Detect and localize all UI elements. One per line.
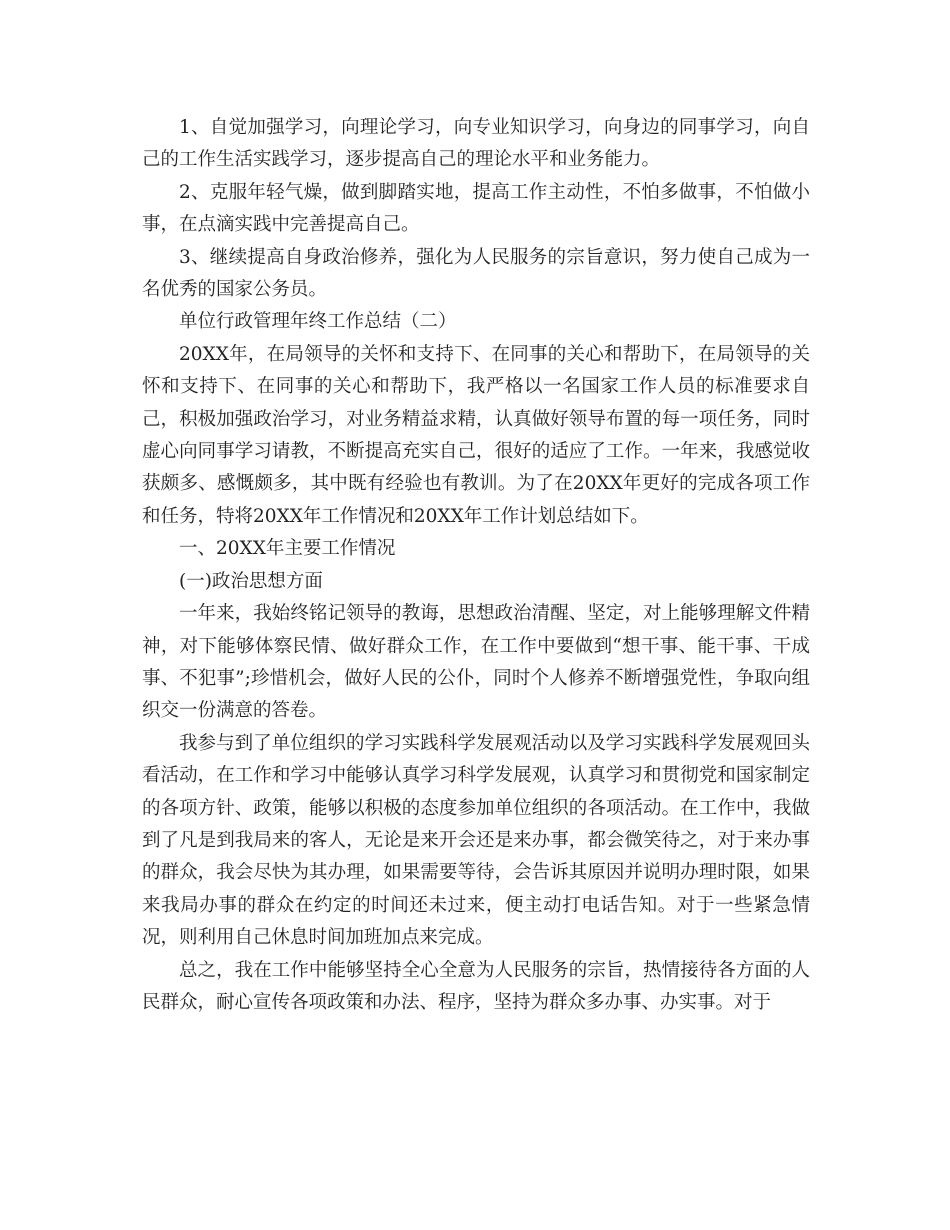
paragraph-summary: 总之，我在工作中能够坚持全心全意为人民服务的宗旨，热情接待各方面的人民群众，耐心宣传各项政策和办法、程序，坚持为群众多办事、办实事。对于 bbox=[142, 959, 810, 1013]
section-title: 单位行政管理年终工作总结（二） bbox=[179, 311, 457, 333]
paragraph-study-practice: 我参与到了单位组织的学习实践科学发展观活动以及学习实践科学发展观回头看活动，在工作和学习中能够认真学习科学发展观，认真学习和贯彻党和国家制定的各项方针、政策，能够以积极的态度参加单位组织的各项活动。在工作中，我做到了凡是到我局来的客人，无论是来开会还是来办事，都会微笑待之，对于来办事的群众，我会尽快为其办理，如果需要等待，会告诉其原因并说明办理时限，如果来我局办事的群众在约定的时间还未过来，便主动打电话告知。对于一些紧急情况，则利用自己休息时间加班加点来完成。 bbox=[142, 732, 810, 949]
paragraph-overcome-impatience: 2、克服年轻气燥，做到脚踏实地，提高工作主动性，不怕多做事，不怕做小事，在点滴实践中完善提高自己。 bbox=[142, 181, 810, 236]
heading-main-work: 一、20XX年主要工作情况 bbox=[179, 538, 396, 560]
paragraph-political-thought: 一年来，我始终铭记领导的教诲，思想政治清醒、坚定，对上能够理解文件精神，对下能够体察民情、做好群众工作，在工作中要做到“想干事、能干事、干成事、不犯事”;珍惜机会，做好人民的公仆，同时个人修养不断增强党性，争取向组织交一份满意的答卷。 bbox=[142, 603, 810, 722]
paragraph-year-overview: 20XX年，在局领导的关怀和支持下、在同事的关心和帮助下，在局领导的关怀和支持下、在同事的关心和帮助下，我严格以一名国家工作人员的标准要求自己，积极加强政治学习，对业务精益求精，认真做好领导布置的每一项任务，同时虚心向同事学习请教，不断提高充实自己，很好的适应了工作。一年来，我感觉收获颇多、感慨颇多，其中既有经验也有教训。为了在20XX年更好的完成各项工作和任务，特将20XX年工作情况和20XX年工作计划总结如下。 bbox=[142, 343, 810, 527]
subheading-political-thought: (一)政治思想方面 bbox=[179, 570, 323, 592]
document-body bbox=[142, 112, 810, 1019]
paragraph-study-goal: 1、自觉加强学习，向理论学习，向专业知识学习，向身边的同事学习，向自己的工作生活实践学习，逐步提高自己的理论水平和业务能力。 bbox=[142, 117, 810, 171]
paragraph-political-cultivation: 3、继续提高自身政治修养，强化为人民服务的宗旨意识，努力使自己成为一名优秀的国家公务员。 bbox=[142, 246, 810, 301]
